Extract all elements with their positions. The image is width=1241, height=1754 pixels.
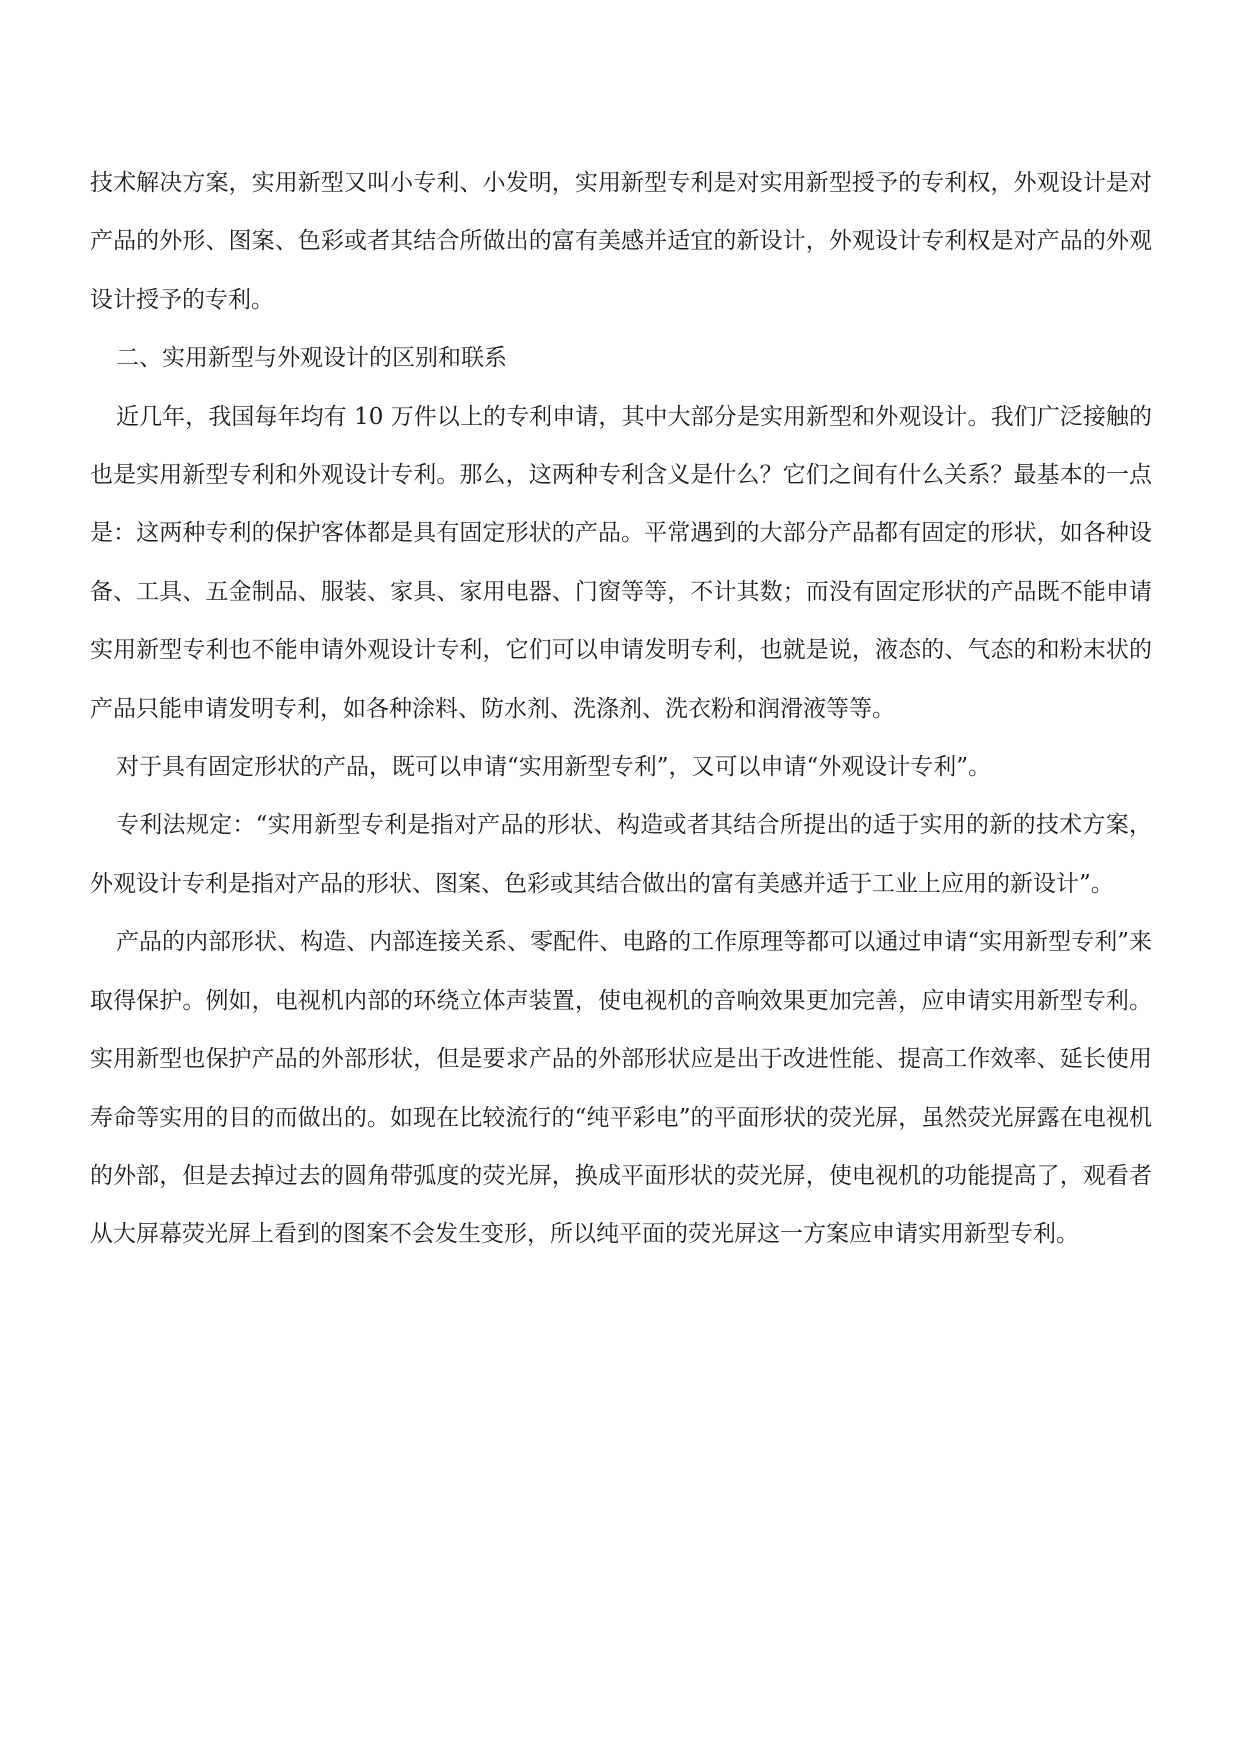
paragraph-fixed-shape: 对于具有固定形状的产品，既可以申请“实用新型专利”，又可以申请“外观设计专利”。 [116,754,992,781]
section-heading: 二、实用新型与外观设计的区别和联系 [116,345,507,372]
paragraph-patent-law: 专利法规定：“实用新型专利是指对产品的形状、构造或者其结合所提出的适于实用的新的技术方案，外观设计专利是指对产品的形状、图案、色彩或其结合做出的富有美感并适于工业上应用的新设计”。 [90,812,1152,897]
paragraph-overview: 近几年，我国每年均有 10 万件以上的专利申请，其中大部分是实用新型和外观设计。我们广泛接触的也是实用新型专利和外观设计专利。那么，这两种专利含义是什么？它们之间有什么关系？最基本的一点是：这两种专利的保护客体都是具有固定形状的产品。平常遇到的大部分产品都有固定的形状，如各种设备、工具、五金制品、服装、家具、家用电器、门窗等等，不计其数；而没有固定形状的产品既不能申请实用新型专利也不能申请外观设计专利，它们可以申请发明专利，也就是说，液态的、气态的和粉末状的产品只能申请发明专利，如各种涂料、防水剂、洗涤剂、洗衣粉和润滑液等等。 [90,403,1152,722]
document-page [90,154,1152,1264]
paragraph-example: 产品的内部形状、构造、内部连接关系、零配件、电路的工作原理等都可以通过申请“实用新型专利”来取得保护。例如，电视机内部的环绕立体声装置，使电视机的音响效果更加完善，应申请实用新型专利。实用新型也保护产品的外部形状，但是要求产品的外部形状应是出于改进性能、提高工作效率、延长使用寿命等实用的目的而做出的。如现在比较流行的“纯平彩电”的平面形状的荧光屏，虽然荧光屏露在电视机的外部，但是去掉过去的圆角带弧度的荧光屏，换成平面形状的荧光屏，使电视机的功能提高了，观看者从大屏幕荧光屏上看到的图案不会发生变形，所以纯平面的荧光屏这一方案应申请实用新型专利。 [90,929,1152,1248]
paragraph-definitions: 技术解决方案，实用新型又叫小专利、小发明，实用新型专利是对实用新型授予的专利权，外观设计是对产品的外形、图案、色彩或者其结合所做出的富有美感并适宜的新设计，外观设计专利权是对产品的外观设计授予的专利。 [90,170,1152,313]
